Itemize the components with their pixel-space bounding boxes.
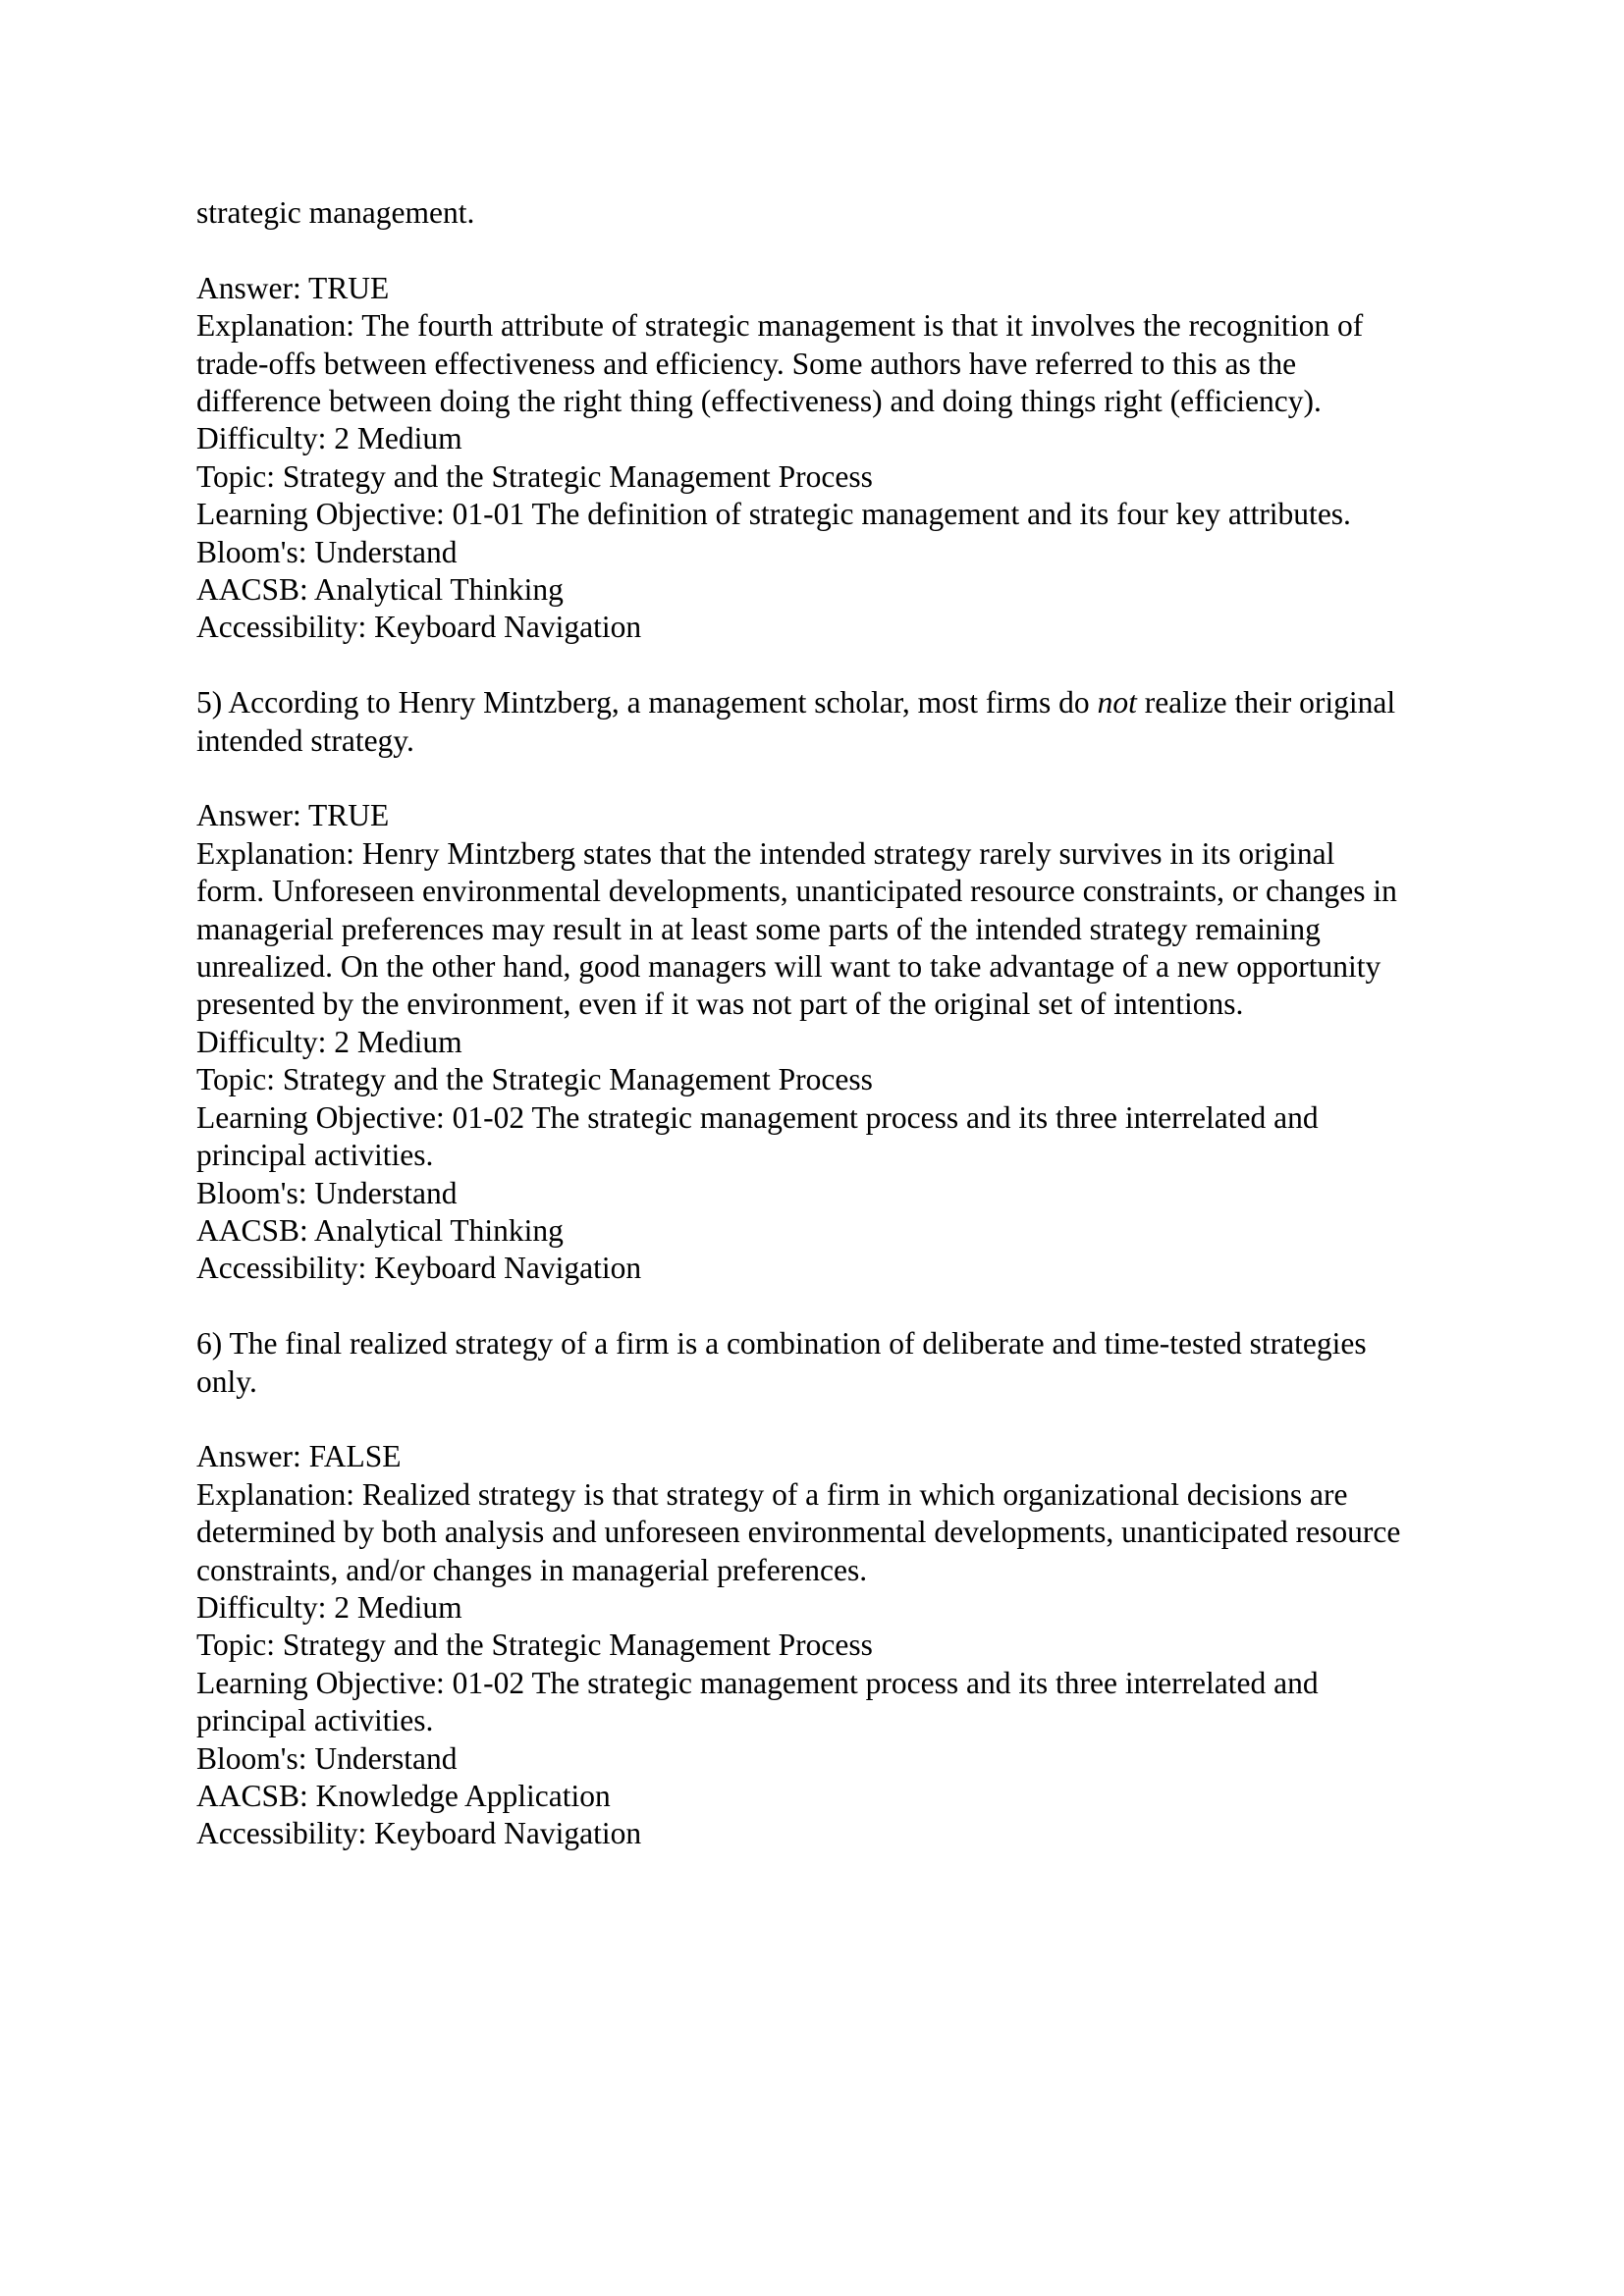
explanation-line: determined by both analysis and unforeseen environmental developments, unanticipated resource <box>196 1515 1401 1550</box>
topic-line: Topic: Strategy and the Strategic Management Process <box>196 458 873 494</box>
explanation-line: difference between doing the right thing (effectiveness) and doing things right (efficiency). <box>196 384 1322 419</box>
question-emphasis: not <box>1097 685 1137 721</box>
question-6 <box>196 1325 1492 1853</box>
explanation-line: Explanation: The fourth attribute of strategic management is that it involves the recognition of <box>196 308 1364 344</box>
document-page <box>196 194 1492 1853</box>
learning-objective-line: Learning Objective: 01-02 The strategic management process and its three interrelated and <box>196 1665 1319 1700</box>
question-text: intended strategy. <box>196 722 414 758</box>
explanation-line: constraints, and/or changes in managerial preferences. <box>196 1552 868 1587</box>
difficulty-line: Difficulty: 2 Medium <box>196 421 462 456</box>
accessibility-line: Accessibility: Keyboard Navigation <box>196 610 642 645</box>
difficulty-line: Difficulty: 2 Medium <box>196 1024 462 1059</box>
aacsb-line: AACSB: Analytical Thinking <box>196 572 564 608</box>
question-4-continuation <box>196 194 1492 647</box>
learning-objective-line: principal activities. <box>196 1703 434 1738</box>
question-text: only. <box>196 1363 257 1399</box>
learning-objective-line: Learning Objective: 01-02 The strategic management process and its three interrelated and <box>196 1099 1319 1135</box>
aacsb-line: AACSB: Analytical Thinking <box>196 1212 564 1248</box>
blooms-line: Bloom's: Understand <box>196 534 458 569</box>
answer-line: Answer: TRUE <box>196 270 390 305</box>
question-text-tail: strategic management. <box>196 195 475 230</box>
explanation-line: form. Unforeseen environmental developments, unanticipated resource constraints, or changes in <box>196 874 1397 909</box>
aacsb-line: AACSB: Knowledge Application <box>196 1778 611 1813</box>
explanation-line: unrealized. On the other hand, good managers will want to take advantage of a new opportunity <box>196 949 1381 985</box>
accessibility-line: Accessibility: Keyboard Navigation <box>196 1816 642 1851</box>
explanation-line: presented by the environment, even if it was not part of the original set of intentions. <box>196 987 1244 1022</box>
explanation-line: Explanation: Realized strategy is that strategy of a firm in which organizational decisions are <box>196 1476 1348 1512</box>
question-5 <box>196 684 1492 1287</box>
difficulty-line: Difficulty: 2 Medium <box>196 1589 462 1625</box>
question-text <box>196 684 1492 721</box>
question-text: 6) The final realized strategy of a firm is a combination of deliberate and time-tested strategies <box>196 1326 1367 1362</box>
answer-line: Answer: FALSE <box>196 1439 402 1474</box>
accessibility-line: Accessibility: Keyboard Navigation <box>196 1251 642 1286</box>
explanation-line: Explanation: Henry Mintzberg states that the intended strategy rarely survives in its original <box>196 835 1335 871</box>
topic-line: Topic: Strategy and the Strategic Management Process <box>196 1062 873 1097</box>
explanation-line: trade-offs between effectiveness and efficiency. Some authors have referred to this as the <box>196 346 1297 381</box>
learning-objective-line: Learning Objective: 01-01 The definition of strategic management and its four key attributes. <box>196 497 1351 532</box>
blooms-line: Bloom's: Understand <box>196 1175 458 1210</box>
question-text-part: realize their original <box>1136 685 1396 721</box>
learning-objective-line: principal activities. <box>196 1138 434 1173</box>
topic-line: Topic: Strategy and the Strategic Management Process <box>196 1628 873 1663</box>
blooms-line: Bloom's: Understand <box>196 1740 458 1776</box>
question-text-part: 5) According to Henry Mintzberg, a management scholar, most firms do <box>196 685 1098 721</box>
answer-line: Answer: TRUE <box>196 798 390 833</box>
explanation-line: managerial preferences may result in at least some parts of the intended strategy remaining <box>196 911 1321 946</box>
